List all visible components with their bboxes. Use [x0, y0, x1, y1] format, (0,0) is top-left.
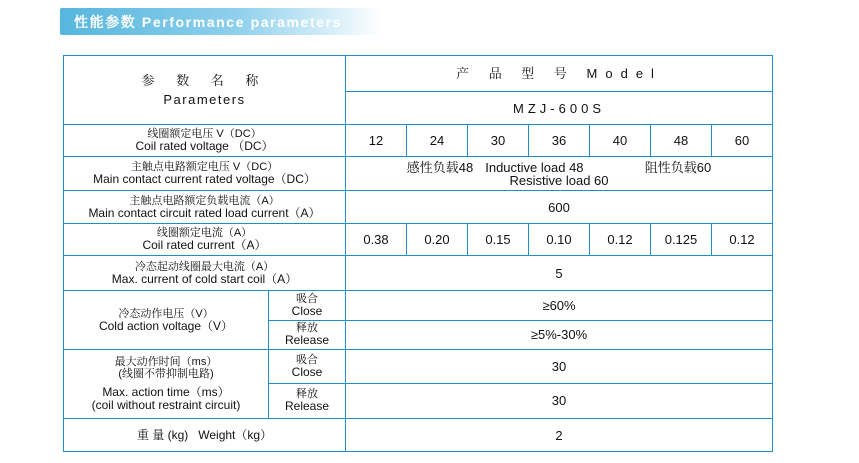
cold-action-label-en: Cold action voltage（V） [98, 318, 234, 333]
coil-current-label-en: Coil rated current（A） [142, 238, 267, 253]
banner-title: 性能参数 Performance parameters [74, 14, 343, 30]
cold-action-release-label [269, 321, 346, 350]
cold-start-label-cn: 冷态起动线圈最大电流（A） [134, 260, 275, 273]
action-time-close-value: 30 [346, 349, 773, 383]
coil-current-label-cn: 线圈额定电流（A） [156, 227, 253, 240]
row-weight [64, 419, 773, 452]
resistive-load-en: Resistive load 60 [509, 172, 609, 188]
parameters-header [64, 56, 346, 125]
coil-voltage-cell: 48 [651, 125, 712, 157]
cold-start-label-en: Max. current of cold start coil（A） [111, 271, 298, 286]
cold-action-close-value: ≥60% [346, 291, 773, 321]
contact-current-label-cn: 主触点电路额定负载电流（A） [129, 194, 280, 207]
coil-current-cell: 0.15 [468, 224, 529, 256]
contact-voltage-label-cn: 主触点电路额定电压 V（DC） [130, 161, 279, 174]
coil-current-label [64, 224, 346, 256]
row-coil-voltage [64, 125, 773, 157]
section-banner [60, 8, 382, 35]
coil-current-cell: 0.125 [651, 224, 712, 256]
action-time-label-en: Max. action time（ms） [102, 384, 230, 399]
coil-voltage-cell: 12 [346, 125, 407, 157]
action-time-release-label [269, 383, 346, 418]
action-time-label-cn: 最大动作时间（ms） [114, 355, 218, 368]
release-label-en: Release [284, 333, 330, 348]
cold-action-close-label [269, 291, 346, 321]
resistive-load-cn: 阻性负载60 [644, 159, 712, 175]
action-time-close-label [269, 349, 346, 383]
coil-voltage-cell: 40 [590, 125, 651, 157]
row-coil-current [64, 224, 773, 256]
coil-voltage-cell: 60 [712, 125, 773, 157]
row-contact-voltage [64, 157, 773, 191]
inductive-load-cn: 感性负载48 [406, 159, 474, 175]
coil-voltage-label [64, 125, 346, 157]
weight-value: 2 [346, 419, 773, 452]
weight-label: 重 量 (kg) Weight（kg） [64, 419, 346, 452]
coil-current-cell: 0.38 [346, 224, 407, 256]
coil-current-cell: 0.12 [590, 224, 651, 256]
cold-action-label-cn: 冷态动作电压（V） [118, 307, 214, 320]
coil-current-cell: 0.10 [529, 224, 590, 256]
parameters-header-cn: 参 数 名 称 [141, 73, 268, 89]
coil-current-cell: 0.12 [712, 224, 773, 256]
release-label-en: Release [284, 399, 330, 414]
parameters-header-en: Parameters [163, 92, 246, 108]
model-header: 产 品 型 号 Model [346, 56, 773, 92]
action-time-label [64, 349, 269, 418]
contact-voltage-label [64, 157, 346, 191]
contact-voltage-value [346, 157, 773, 191]
coil-current-cell: 0.20 [407, 224, 468, 256]
coil-voltage-cell: 24 [407, 125, 468, 157]
contact-current-label-en: Main contact circuit rated load current（A） [88, 205, 321, 220]
inductive-load-en: Inductive load 48 [485, 159, 584, 175]
coil-voltage-cell: 36 [529, 125, 590, 157]
coil-voltage-label-cn: 线圈额定电压 V（DC） [147, 128, 262, 141]
coil-voltage-cell: 30 [468, 125, 529, 157]
close-label-cn: 吸合 [296, 293, 318, 306]
close-label-en: Close [291, 304, 323, 319]
model-name: MZJ-600S [346, 92, 773, 125]
contact-current-label [64, 191, 346, 224]
row-cold-action-close [64, 291, 773, 321]
cold-start-value: 5 [346, 256, 773, 291]
action-time-label-cn-note: (线圈不带抑制电路) [118, 367, 214, 380]
cold-start-label [64, 256, 346, 291]
contact-current-value: 600 [346, 191, 773, 224]
contact-voltage-label-en: Main contact current rated voltage（DC） [93, 172, 316, 187]
release-label-cn: 释放 [296, 322, 318, 335]
coil-voltage-label-en: Coil rated voltage （DC） [135, 139, 274, 154]
row-cold-start [64, 256, 773, 291]
performance-table [63, 55, 773, 452]
row-contact-current [64, 191, 773, 224]
row-action-time-close [64, 349, 773, 383]
close-label-cn: 吸合 [296, 353, 318, 366]
header-row-1 [64, 56, 773, 92]
cold-action-label [64, 291, 269, 350]
cold-action-release-value: ≥5%-30% [346, 321, 773, 350]
action-time-label-en-note: (coil without restraint circuit) [91, 397, 241, 412]
action-time-release-value: 30 [346, 383, 773, 418]
close-label-en: Close [291, 364, 323, 379]
release-label-cn: 释放 [296, 388, 318, 401]
